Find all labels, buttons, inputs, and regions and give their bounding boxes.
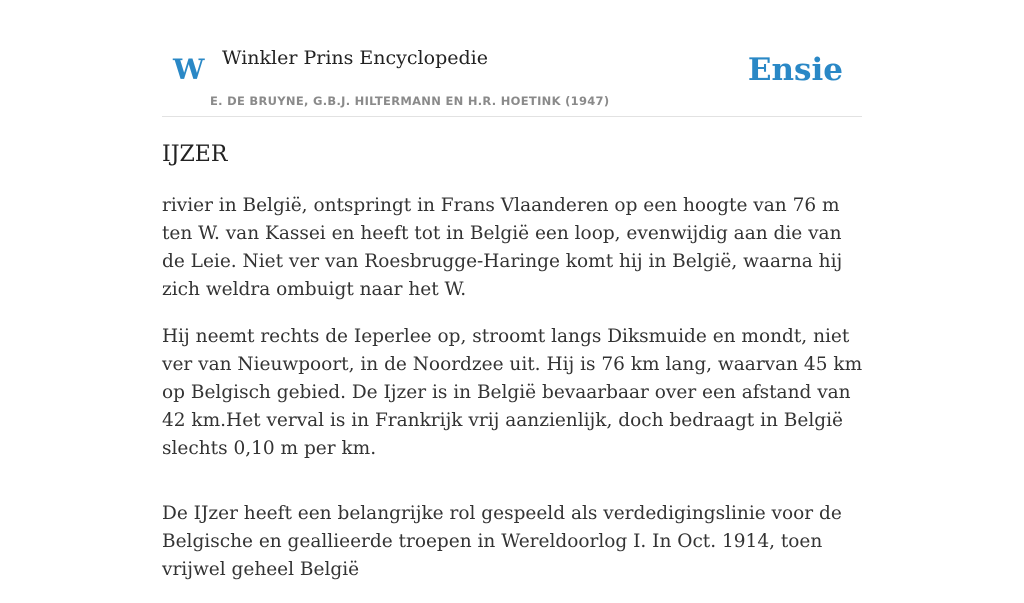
entry-body bbox=[162, 192, 867, 603]
source-header bbox=[162, 0, 862, 117]
entry-paragraph: rivier in België, ontspringt in Frans Vlaanderen op een hoogte van 76 m ten W. van Kassei en heeft tot in België een loop, evenwijdig aan die van de Leie. Niet ver van Roesbrugge-Haringe komt hij in België, waarna hij zich weldra ombuigt naar het W. bbox=[162, 195, 843, 300]
winkler-prins-logo[interactable]: W bbox=[173, 53, 205, 86]
entry-paragraph: Hij neemt rechts de Ieperlee op, stroomt langs Diksmuide en mondt, niet ver van Nieuwpoort, in de Noordzee uit. Hij is 76 km lang, waarvan 45 km op Belgisch gebied. De Ijzer is in België bevaarbaar over een afstand van 42 km.Het verval is in Frankrijk vrij aanzienlijk, doch bedraagt in België slechts 0,10 m per km. bbox=[162, 326, 863, 459]
entry-title: IJZER bbox=[162, 142, 228, 167]
ensie-logo[interactable]: Ensie bbox=[747, 52, 843, 88]
entry-paragraph: De IJzer heeft een belangrijke rol gespeeld als verdedigingslinie voor de Belgische en geallieerde troepen in Wereldoorlog I. In Oct. 1914, toen vrijwel geheel België bbox=[162, 503, 842, 580]
source-authors: E. DE BRUYNE, G.B.J. HILTERMANN EN H.R. HOETINK (1947) bbox=[210, 94, 610, 108]
source-title[interactable]: Winkler Prins Encyclopedie bbox=[222, 47, 488, 69]
